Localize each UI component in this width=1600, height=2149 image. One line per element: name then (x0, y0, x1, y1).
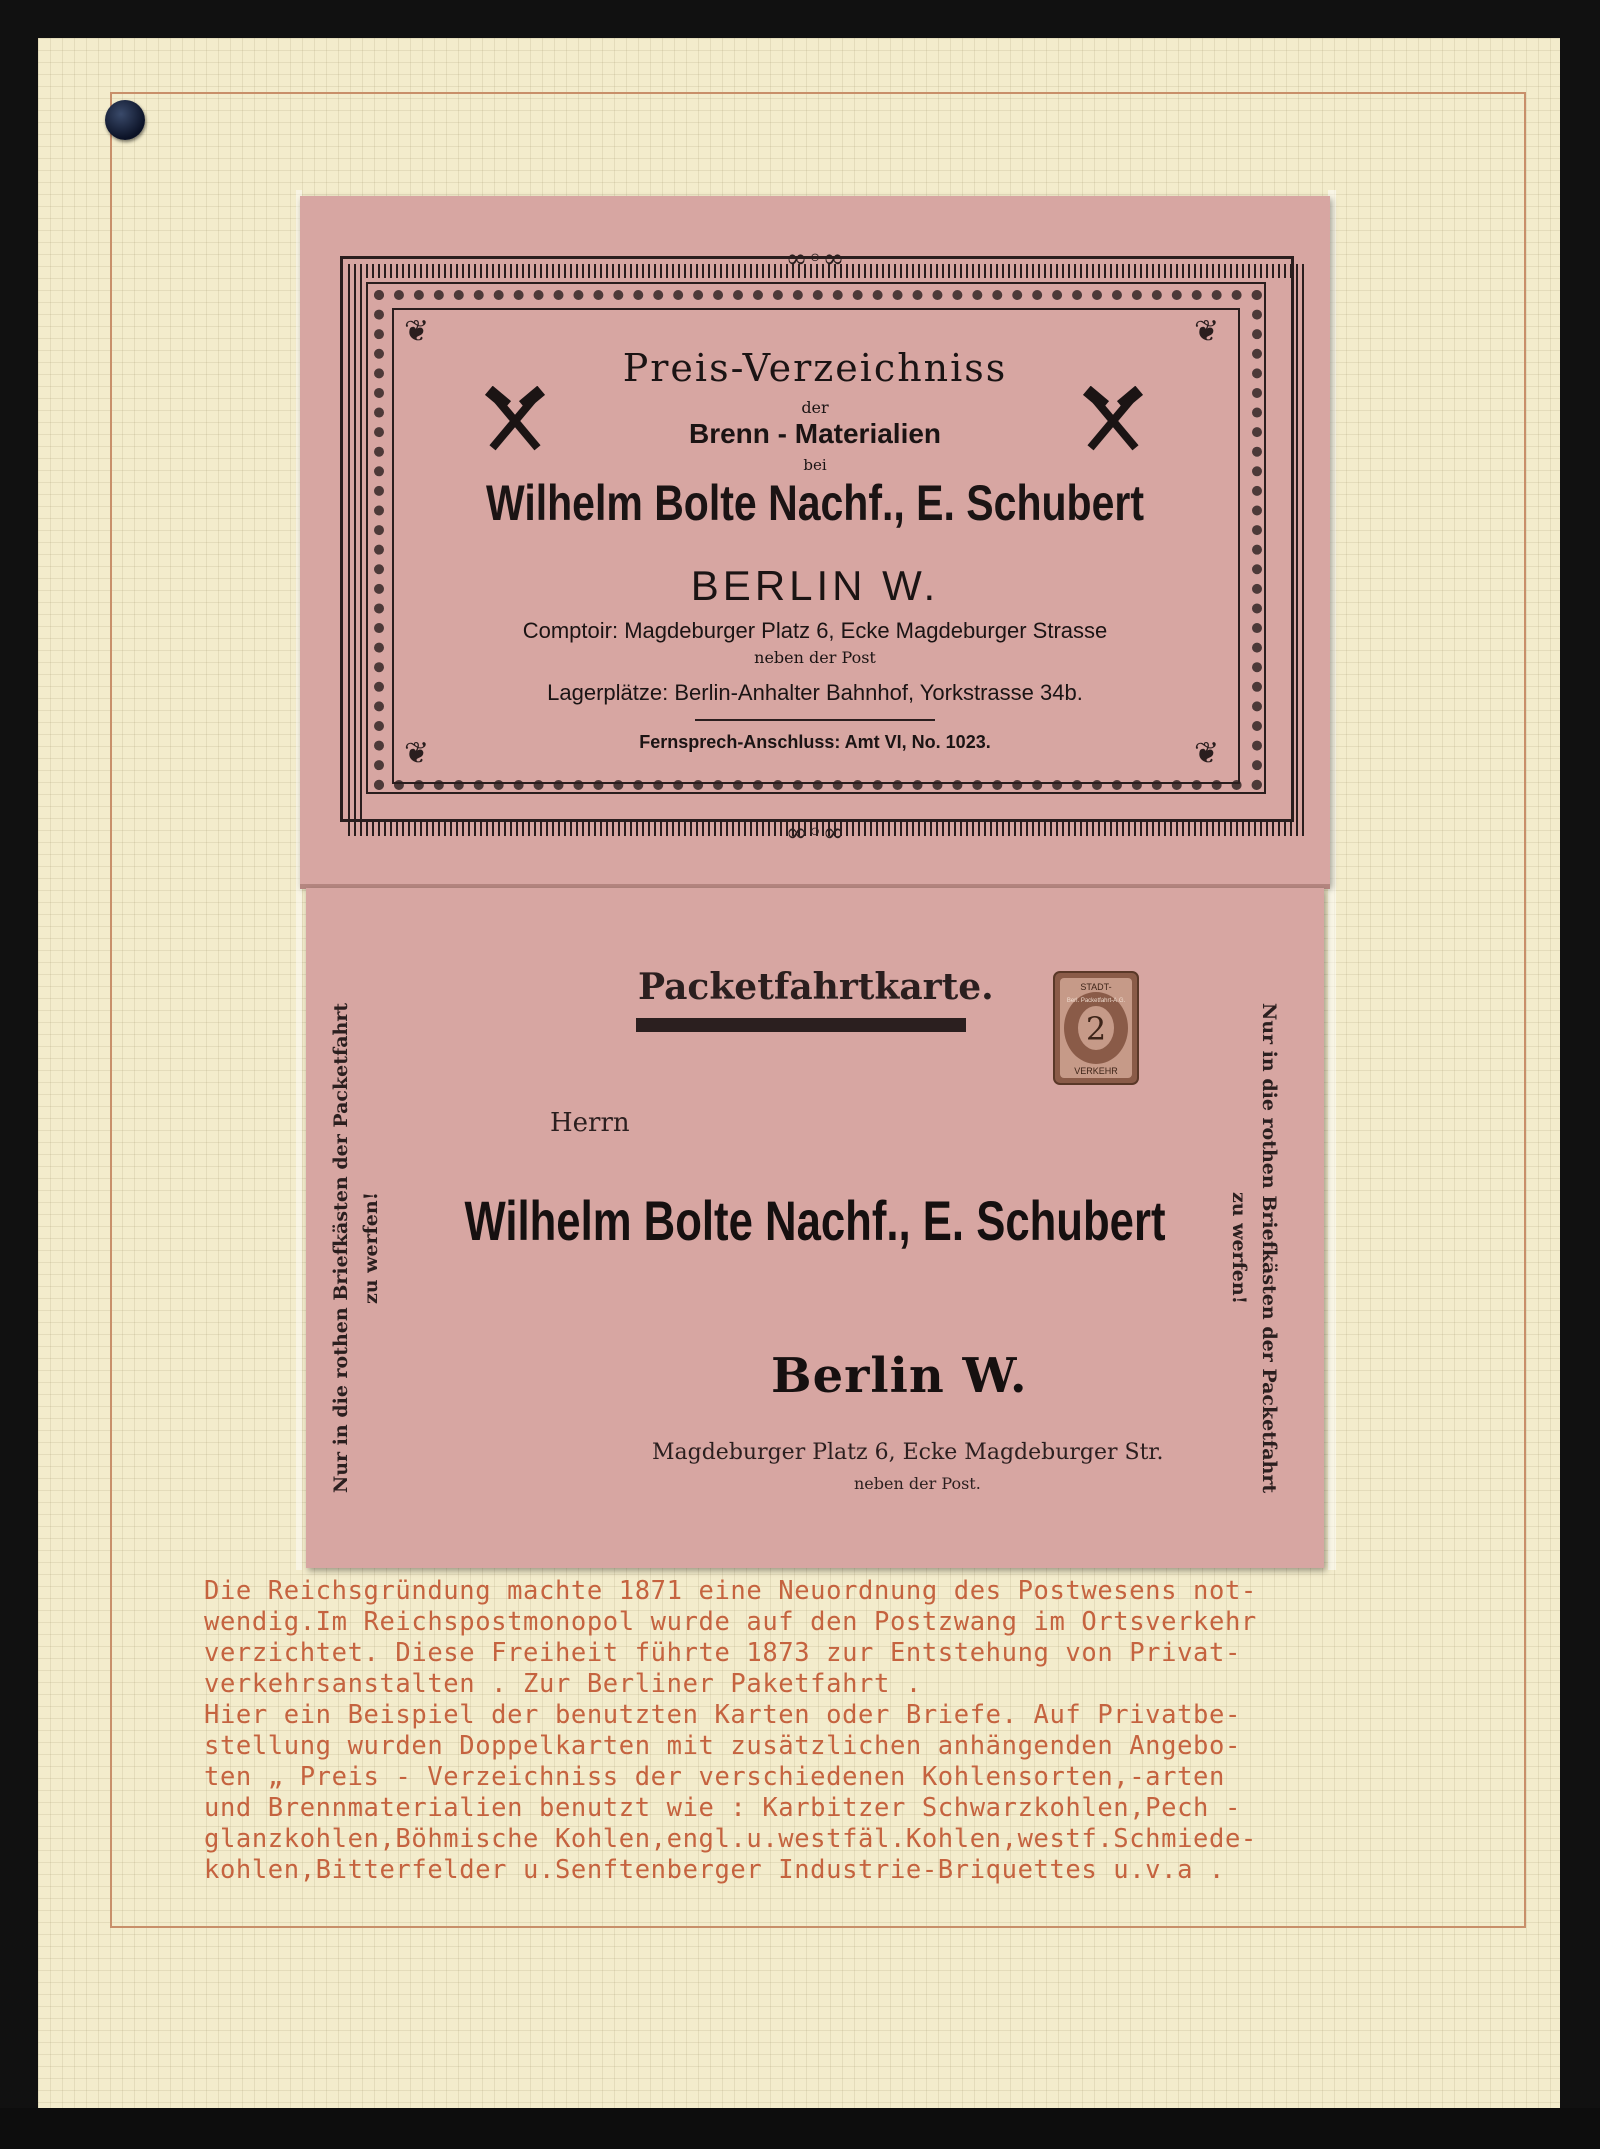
side-note-left-line2: zu werfen! (360, 1191, 382, 1305)
ornament-top-icon: ∞◦∞ (785, 244, 845, 274)
price-list-title: Preis-Verzeichniss (622, 346, 1008, 390)
price-list-der: der (801, 398, 829, 417)
pin-hole (105, 100, 145, 140)
side-note-left (326, 988, 386, 1508)
price-list-firm: Wilhelm Bolte Nachf., E. Schubert (485, 475, 1144, 531)
postcard-address: Magdeburger Platz 6, Ecke Magdeburger Str. (652, 1440, 1164, 1465)
price-list-city: BERLIN W. (690, 562, 940, 609)
corner-ornament-icon: ❦ (1194, 314, 1220, 349)
corner-ornament-icon: ❦ (404, 736, 430, 771)
ornament-bottom-icon: ∞◦∞ (785, 818, 845, 848)
stamp-top-text: STADT- (1080, 982, 1112, 992)
postcard (306, 888, 1324, 1568)
typewritten-caption: Die Reichsgründung machte 1871 eine Neuordnung des Postwesens not- wendig.Im Reichspostmonopol wurde auf den Postzwang im Ortsverkehr verzichtet. Diese Freiheit führte 1873 zur Entstehung von Privat- verkehrsanstalten . Zur Berliner Paketfahrt . Hier ein Beispiel der benutzten Karten oder Briefe. Auf Privatbe- stellung wurden Doppelkarten mit zusätzlichen anhängenden Angebo- ten „ Preis - Verzeichniss der verschiedenen Kohlensorten,-arten und Brennmaterialien benutzt wie : Karbitzer Schwarzkohlen,Pech - glanzkohlen,Böhmische Kohlen,engl.u.westfäl.Kohlen,westf.Schmiede- kohlen,Bitterfelder u.Senftenberger Industrie-Briquettes u.v.a . (204, 1576, 1257, 1885)
postcard-city: Berlin W. (771, 1348, 1028, 1404)
price-list-lager: Lagerplätze: Berlin-Anhalter Bahnhof, Yorkstrasse 34b. (547, 680, 1083, 705)
price-list-comptoir: Comptoir: Magdeburger Platz 6, Ecke Magdeburger Strasse (522, 618, 1108, 643)
side-note-left-line1: Nur in die rothen Briefkästen der Packetfahrt (330, 1002, 352, 1494)
side-note-right-line2: zu werfen! (1228, 1191, 1250, 1305)
price-list-neben: neben der Post (754, 648, 876, 667)
stamp-ring-text: Berl. Packetfahrt-A.G. (1066, 998, 1126, 1004)
price-list-bei: bei (803, 456, 827, 474)
postcard-salutation: Herrn (550, 1108, 630, 1138)
price-list-subtitle: Brenn - Materialien (688, 418, 942, 449)
postcard-firm: Wilhelm Bolte Nachf., E. Schubert (464, 1189, 1166, 1252)
bottom-edge (0, 2108, 1600, 2149)
side-note-right (1224, 988, 1284, 1508)
postcard-title-bar (636, 1018, 966, 1032)
postcard-neben: neben der Post. (854, 1474, 981, 1493)
postage-stamp (1052, 970, 1140, 1086)
side-note-right-line1: Nur in die rothen Briefkästen der Packetfahrt (1258, 1002, 1280, 1494)
postcard-title: Packetfahrtkarte. (638, 966, 994, 1008)
divider (695, 719, 935, 721)
corner-ornament-icon: ❦ (1194, 736, 1220, 771)
price-list-card (300, 196, 1330, 886)
stamp-bottom-text: VERKEHR (1074, 1066, 1118, 1076)
stamp-value: 2 (1085, 1010, 1107, 1048)
price-list-telephone: Fernsprech-Anschluss: Amt VI, No. 1023. (639, 732, 991, 752)
corner-ornament-icon: ❦ (404, 314, 430, 349)
